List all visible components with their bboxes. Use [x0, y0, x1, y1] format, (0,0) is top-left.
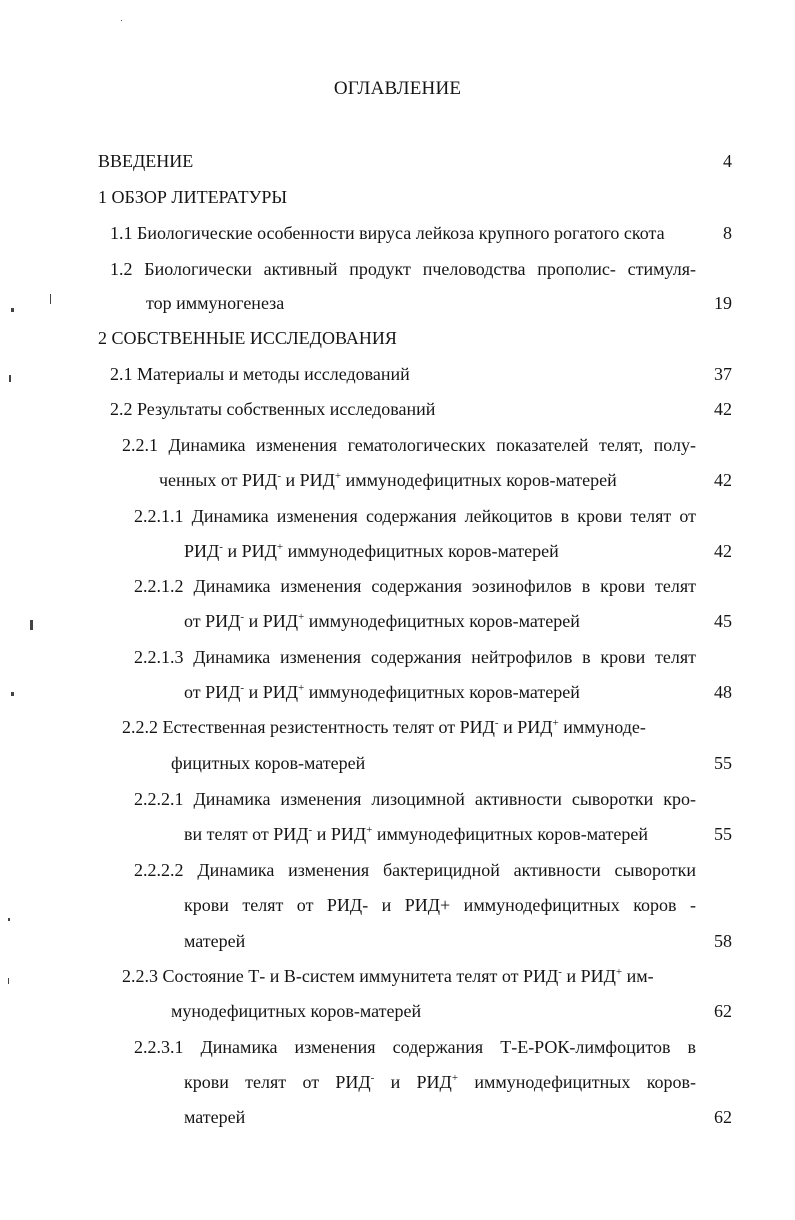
toc-entry-text: 2.2.1.1 Динамика изменения содержания лейкоцитов в крови телят от — [134, 506, 696, 526]
scan-speck — [11, 308, 14, 312]
toc-page-number: 58 — [714, 931, 732, 951]
page-title: ОГЛАВЛЕНИЕ — [333, 78, 462, 99]
toc-entry-text — [184, 540, 559, 562]
scan-speck — [11, 692, 14, 696]
toc-entry-text: матерей — [184, 1107, 246, 1127]
toc-text-segment: иммуноде- — [558, 717, 646, 737]
toc-entry-text: крови телят от РИД- и РИД+ иммунодефицитных коров - — [184, 895, 696, 915]
toc-text-segment: и РИД — [281, 470, 335, 490]
toc-page-number: 8 — [723, 223, 732, 243]
toc-text-segment: иммунодефицитных коров-матерей — [283, 541, 559, 561]
toc-text-segment: им- — [622, 966, 654, 986]
toc-entry-text: фицитных коров-матерей — [171, 753, 366, 773]
toc-page-number: 42 — [714, 470, 732, 490]
toc-text-segment: РИД — [184, 541, 220, 561]
toc-entry-text — [184, 681, 580, 703]
toc-entry-text: 1.2 Биологически активный продукт пчеловодства прополис- стимуля- — [110, 259, 696, 279]
scan-speck — [9, 375, 11, 382]
toc-entry-text — [122, 965, 654, 987]
superscript-sign: - — [370, 1072, 375, 1084]
toc-text-segment: от РИД — [184, 682, 241, 702]
toc-entry-text: 1.1 Биологические особенности вируса лейкоза крупного рогатого скота — [110, 223, 665, 243]
toc-text-segment: ченных от РИД — [159, 470, 278, 490]
toc-entry-text: 2 СОБСТВЕННЫЕ ИССЛЕДОВАНИЯ — [98, 328, 397, 348]
superscript-sign: - — [494, 717, 499, 729]
superscript-sign: + — [276, 541, 284, 553]
toc-page-number: 48 — [714, 682, 732, 702]
superscript-sign: + — [298, 611, 305, 623]
superscript-sign: + — [552, 717, 559, 729]
toc-text-segment: и РИД — [374, 1072, 452, 1092]
toc-entry-text: матерей — [184, 931, 246, 951]
toc-text-segment: 2.2.3 Состояние Т- и В-систем иммунитета телят от РИД — [122, 966, 559, 986]
superscript-sign: - — [558, 966, 562, 978]
toc-page-number: 62 — [714, 1107, 732, 1127]
toc-page-number: 62 — [714, 1001, 732, 1021]
toc-entry-text — [184, 1071, 696, 1093]
superscript-sign: + — [298, 682, 305, 694]
toc-text-segment: и РИД — [312, 824, 367, 844]
toc-text-segment: иммунодефицитных коров-матерей — [304, 682, 580, 702]
toc-text-segment: от РИД — [184, 611, 241, 631]
toc-entry-text: 2.1 Материалы и методы исследований — [110, 364, 410, 384]
toc-entry-text — [122, 716, 646, 738]
toc-text-segment: и РИД — [498, 717, 553, 737]
scan-speck — [8, 918, 10, 921]
toc-page-number: 45 — [714, 611, 732, 631]
toc-entry-text: 2.2.1.3 Динамика изменения содержания нейтрофилов в крови телят — [134, 647, 696, 667]
toc-page-number: 55 — [714, 753, 732, 773]
superscript-sign: - — [308, 824, 313, 836]
toc-entry-text: 2.2.1 Динамика изменения гематологических показателей телят, полу- — [122, 435, 696, 455]
toc-entry-text — [184, 823, 648, 845]
toc-text-segment: и РИД — [244, 682, 299, 702]
scan-speck — [8, 978, 9, 984]
toc-entry-text — [159, 469, 617, 491]
toc-text-segment: 2.2.2 Естественная резистентность телят от РИД — [122, 717, 495, 737]
toc-text-segment: иммунодефицитных коров-матерей — [304, 611, 580, 631]
toc-page-number: 55 — [714, 824, 732, 844]
toc-page-number: 42 — [714, 399, 732, 419]
toc-entry-text: 2.2 Результаты собственных исследований — [110, 399, 436, 419]
toc-text-segment: и РИД — [222, 541, 277, 561]
scan-speck — [50, 294, 51, 304]
superscript-sign: + — [615, 966, 623, 978]
toc-text-segment: иммунодефицитных коров-матерей — [372, 824, 649, 844]
superscript-sign: - — [240, 682, 245, 694]
superscript-sign: - — [240, 611, 245, 623]
toc-entry-text: ВВЕДЕНИЕ — [98, 151, 194, 171]
toc-text-segment: иммунодефицитных коров- — [458, 1072, 697, 1092]
toc-entry-text: мунодефицитных коров-матерей — [171, 1001, 422, 1021]
toc-text-segment: и РИД — [244, 611, 299, 631]
toc-text-segment: и РИД — [561, 966, 616, 986]
superscript-sign: + — [366, 824, 373, 836]
scan-speck — [121, 20, 122, 21]
toc-entry-text: 2.2.1.2 Динамика изменения содержания эозинофилов в крови телят — [134, 576, 696, 596]
toc-entry-text: тор иммуногенеза — [146, 293, 285, 313]
toc-text-segment: ви телят от РИД — [184, 824, 309, 844]
toc-entry-text: 2.2.3.1 Динамика изменения содержания Т-Е-РОК-лимфоцитов в — [134, 1037, 696, 1057]
toc-entry-text — [184, 610, 580, 632]
superscript-sign: - — [277, 470, 281, 482]
toc-entry-text: 2.2.2.2 Динамика изменения бактерицидной активности сыворотки — [134, 860, 696, 880]
toc-page-number: 42 — [714, 541, 732, 561]
toc-text-segment: крови телят от РИД — [184, 1072, 371, 1092]
toc-entry-text: 2.2.2.1 Динамика изменения лизоцимной активности сыворотки кро- — [134, 789, 696, 809]
superscript-sign: + — [334, 470, 342, 482]
superscript-sign: - — [219, 541, 223, 553]
toc-page-number: 4 — [723, 151, 732, 171]
superscript-sign: + — [451, 1072, 459, 1084]
toc-entry-text: 1 ОБЗОР ЛИТЕРАТУРЫ — [98, 187, 288, 207]
toc-text-segment: иммунодефицитных коров-матерей — [341, 470, 617, 490]
toc-page-number: 19 — [714, 293, 732, 313]
toc-page-number: 37 — [714, 364, 732, 384]
scan-speck — [30, 620, 33, 630]
